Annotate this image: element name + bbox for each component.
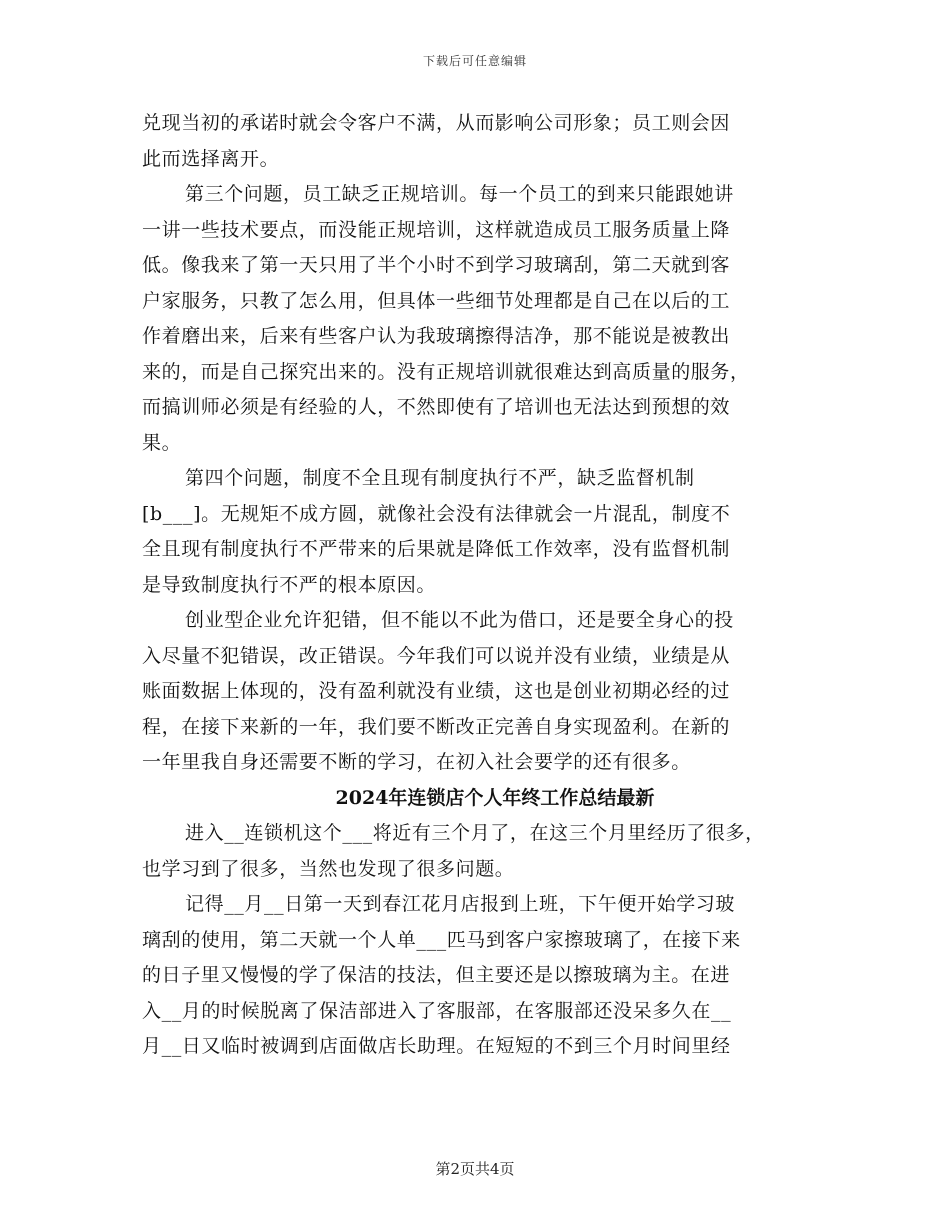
text-line: 璃刮的使用，第二天就一个人单___匹马到客户家擦玻璃了，在接下来: [142, 928, 741, 951]
text-line: 的日子里又慢慢的学了保洁的技法，但主要还是以擦玻璃为主。在进: [142, 964, 731, 986]
text-line: 也学习到了很多，当然也发现了很多问题。: [142, 857, 515, 880]
page-header: 下载后可任意编辑: [422, 54, 527, 68]
text-line: 全且现有制度执行不严带来的后果就是降低工作效率，没有监督机制: [142, 538, 731, 560]
text-line: 作着磨出来，后来有些客户认为我玻璃擦得洁净，那不能说是被教出: [142, 325, 731, 347]
text-line: 低。像我来了第一天只用了半个小时不到学习玻璃刮，第二天就到客: [142, 254, 731, 276]
text-line: 来的，而是自己探究出来的。没有正规培训就很难达到高质量的服务，: [142, 360, 750, 383]
section-title: 2024年连锁店个人年终工作总结最新: [335, 786, 655, 809]
text-line: 是导致制度执行不严的根本原因。: [142, 573, 437, 596]
document-body: [142, 106, 808, 1065]
text-line: 第四个问题，制度不全且现有制度执行不严，缺乏监督机制: [185, 467, 695, 489]
text-line: 户家服务，只教了怎么用，但具体一些细节处理都是自己在以后的工: [142, 289, 731, 312]
text-line: 一讲一些技术要点，而没能正规培训，这样就造成员工服务质量上降: [142, 218, 731, 241]
text-line: 一年里我自身还需要不断的学习，在初入社会要学的还有很多。: [142, 751, 691, 773]
text-line: 创业型企业允许犯错，但不能以不此为借口，还是要全身心的投: [185, 609, 734, 631]
paragraph-block-1: [142, 106, 808, 781]
paragraph-block-2: [142, 816, 808, 1065]
text-line: 入尽量不犯错误，改正错误。今年我们可以说并没有业绩，业绩是从: [142, 644, 731, 667]
text-line: 月__日又临时被调到店面做店长助理。在短短的不到三个月时间里经: [142, 1035, 731, 1057]
text-line: 果。: [142, 431, 182, 454]
text-line: 进入__连锁机这个___将近有三个月了，在这三个月里经历了很多，: [185, 822, 765, 844]
text-line: 记得__月__日第一天到春江花月店报到上班，下午便开始学习玻: [185, 893, 736, 915]
text-line: 账面数据上体现的，没有盈利就没有业绩，这也是创业初期必经的过: [142, 680, 731, 702]
text-line: 兑现当初的承诺时就会令客户不满，从而影响公司形象；员工则会因: [142, 112, 731, 134]
text-line: [b___]。无规矩不成方圆，就像社会没有法律就会一片混乱，制度不: [142, 502, 731, 525]
text-line: 此而选择离开。: [142, 147, 280, 170]
text-line: 第三个问题，员工缺乏正规培训。每一个员工的到来只能跟她讲: [185, 183, 734, 205]
text-line: 而搞训师必须是有经验的人，不然即使有了培训也无法达到预想的效: [142, 396, 731, 418]
text-line: 程，在接下来新的一年，我们要不断改正完善自身实现盈利。在新的: [142, 715, 731, 738]
text-line: 入__月的时候脱离了保洁部进入了客服部，在客服部还没呆多久在__: [142, 999, 732, 1022]
page-footer: 第2页共4页: [435, 1160, 515, 1178]
